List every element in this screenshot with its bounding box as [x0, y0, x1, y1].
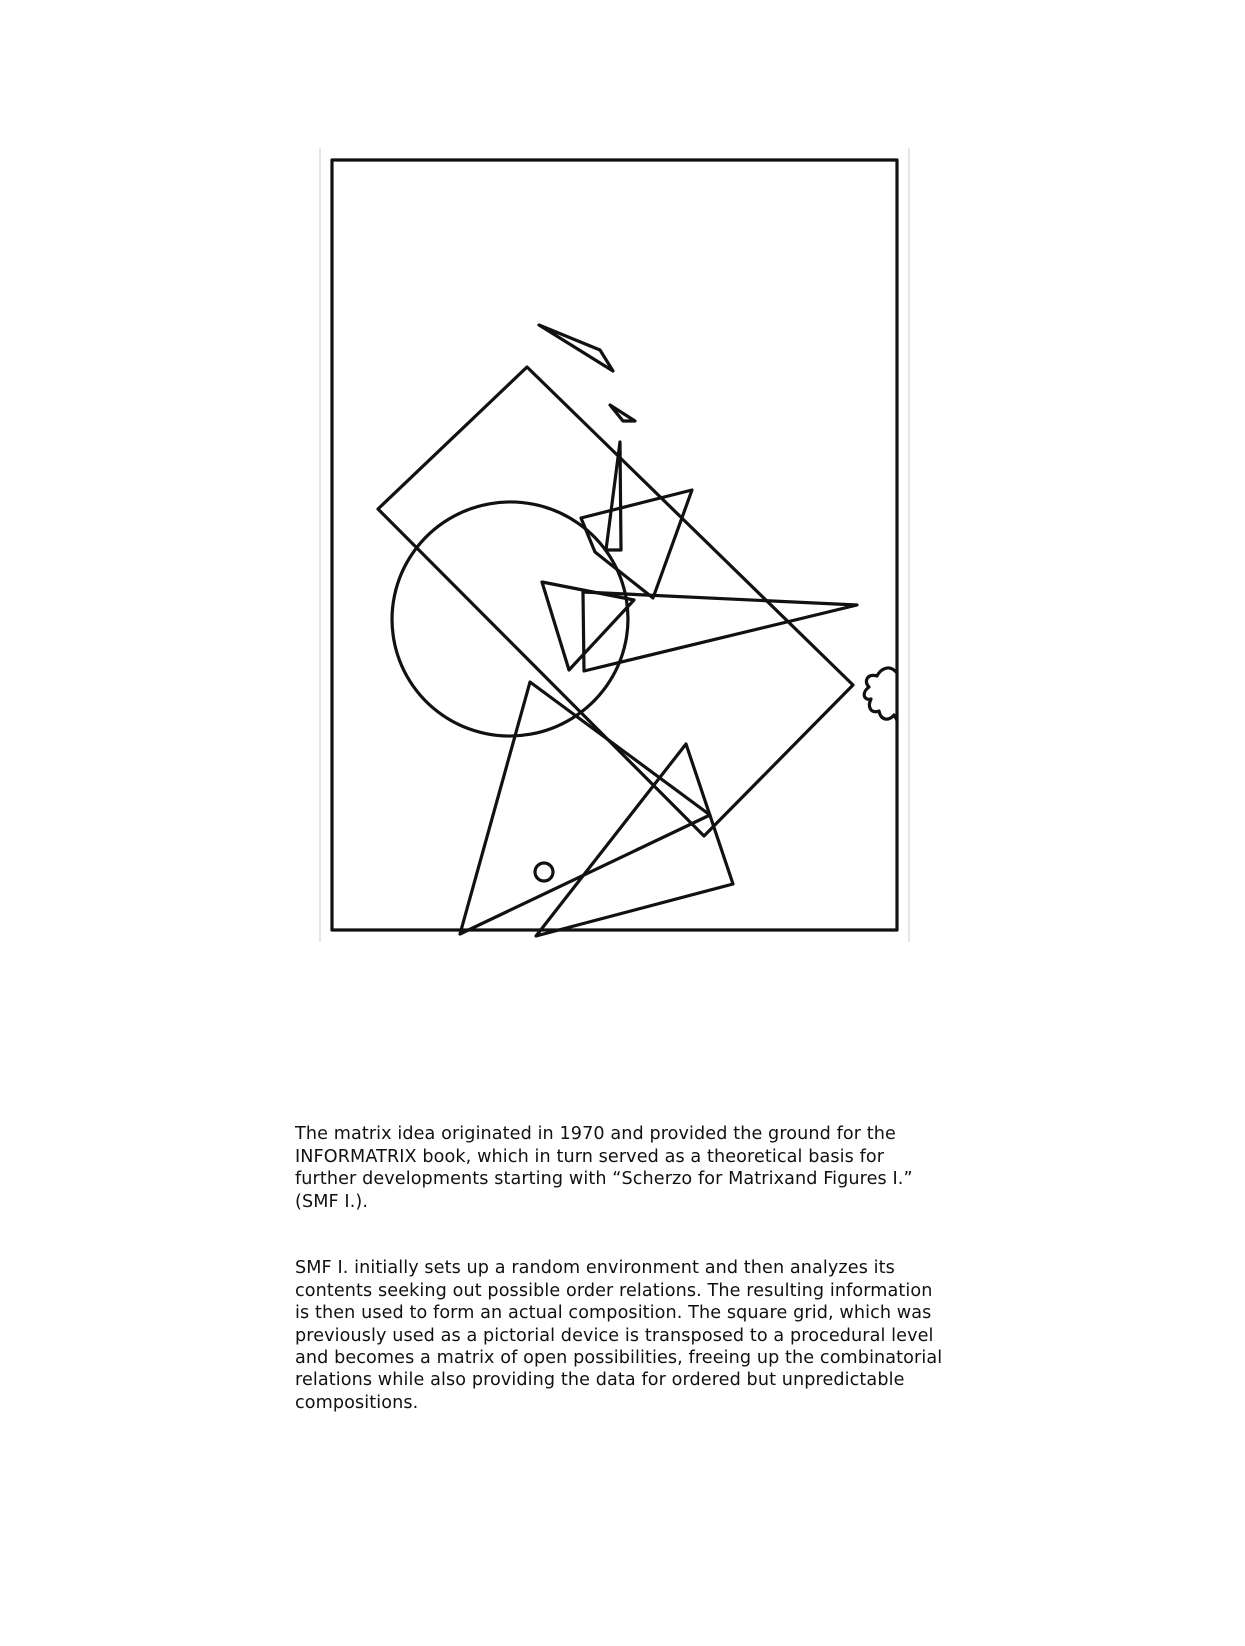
paragraph-smf-description: SMF I. initially sets up a random environment and then analyzes its contents seeking out possible order relations. The resulting information is then used to form an actual composition. The square grid, which was previously used as a pictorial device is transposed to a procedural level and becomes a matrix of open possibilities, freeing up the combinatorial relations while also providing the data for ordered but unpredictable compositions.: [295, 1258, 943, 1413]
paragraph-matrix-origin: The matrix idea originated in 1970 and provided the ground for the INFORMATRIX book, which in turn served as a theoretical basis for further developments starting with “Scherzo for Matrixand Figures I.” (SMF I.).: [295, 1124, 913, 1212]
quadrilateral-shape: [581, 490, 692, 598]
matrix-composition-figure: [320, 150, 915, 950]
body-text: [295, 1101, 995, 1459]
figure-drawing: [320, 150, 915, 950]
lower-triangle: [536, 744, 733, 936]
ellipse-shape: [373, 483, 646, 754]
irregular-blob: [864, 668, 897, 720]
thin-vertical-triangle: [606, 442, 621, 550]
small-circle: [535, 863, 553, 881]
tiny-triangle: [610, 405, 635, 421]
long-pointing-triangle: [583, 592, 857, 671]
large-bottom-triangle: [460, 682, 710, 934]
small-top-triangle: [539, 325, 613, 371]
